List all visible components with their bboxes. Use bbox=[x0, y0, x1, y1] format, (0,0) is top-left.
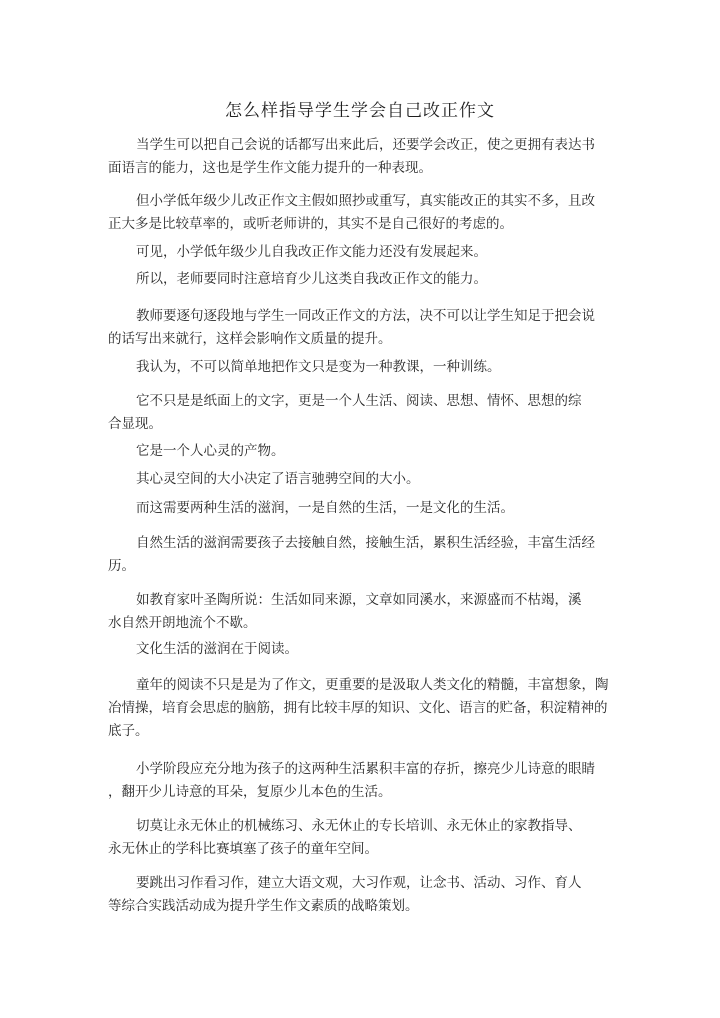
paragraph bbox=[108, 532, 608, 578]
paragraph bbox=[108, 815, 608, 861]
paragraph bbox=[108, 638, 608, 661]
paragraph-line: 教师要逐句逐段地与学生一同改正作文的方法，决不可以让学生知足于把会说 bbox=[136, 308, 595, 324]
paragraph-line: 当学生可以把自己会说的话都写出来此后，还要学会改正，使之更拥有表达书 bbox=[136, 137, 595, 153]
paragraph-line: 如教育家叶圣陶所说：生活如同来源，文章如同溪水，来源盛而不枯竭，溪 bbox=[136, 592, 582, 608]
paragraph-line: 冶情操，培育会思虑的脑筋，拥有比较丰厚的知识、文化、语言的贮备，积淀精神的 bbox=[108, 700, 608, 716]
paragraph-line: 要跳出习作看习作，建立大语文观，大习作观，让念书、活动、习作、育人 bbox=[136, 875, 582, 891]
paragraph bbox=[108, 589, 608, 635]
paragraph-line: 小学阶段应充分地为孩子的这两种生活累积丰富的存折，擦亮少儿诗意的眼睛 bbox=[136, 761, 595, 777]
paragraph-line: 历。 bbox=[108, 558, 135, 574]
paragraph-line: 但小学低年级少儿改正作文主假如照抄或重写，真实能改正的其实不多，且改 bbox=[136, 193, 595, 209]
paragraph-line: 切莫让永无休止的机械练习、永无休止的专长培训、永无休止的家教指导、 bbox=[136, 818, 582, 834]
paragraph-line: 其心灵空间的大小决定了语言驰骋空间的大小。 bbox=[136, 471, 420, 487]
paragraph-line: 文化生活的滋润在于阅读。 bbox=[136, 641, 298, 657]
paragraph-line: ，翻开少儿诗意的耳朵，复原少儿本色的生活。 bbox=[108, 784, 392, 800]
paragraph-line: 童年的阅读不只是是为了作文，更重要的是汲取人类文化的精髓，丰富想象，陶 bbox=[136, 677, 609, 693]
paragraph bbox=[108, 241, 608, 264]
paragraph bbox=[108, 268, 608, 291]
paragraph bbox=[108, 390, 608, 436]
paragraph-line: 可见，小学低年级少儿自我改正作文能力还没有发展起来。 bbox=[136, 244, 487, 260]
paragraph-line: 的话写出来就行，这样会影响作文质量的提升。 bbox=[108, 331, 392, 347]
paragraph bbox=[108, 305, 608, 351]
paragraph-line: 底子。 bbox=[108, 723, 149, 739]
paragraph-line: 自然生活的滋润需要孩子去接触自然，接触生活，累积生活经验，丰富生活经 bbox=[136, 535, 595, 551]
paragraph bbox=[108, 356, 608, 379]
paragraph-line: 合显现。 bbox=[108, 416, 162, 432]
paragraph bbox=[108, 674, 608, 743]
paragraph bbox=[108, 497, 608, 520]
paragraph-line: 所以，老师要同时注意培育少儿这类自我改正作文的能力。 bbox=[136, 271, 487, 287]
paragraph-line: 而这需要两种生活的滋润，一是自然的生活，一是文化的生活。 bbox=[136, 500, 514, 516]
paragraph bbox=[108, 134, 608, 180]
paragraph bbox=[108, 468, 608, 491]
paragraph bbox=[108, 758, 608, 804]
paragraph-line: 等综合实践活动成为提升学生作文素质的战略策划。 bbox=[108, 898, 419, 914]
paragraph bbox=[108, 190, 608, 236]
paragraph-line: 永无休止的学科比赛填塞了孩子的童年空间。 bbox=[108, 841, 378, 857]
paragraph-line: 面语言的能力，这也是学生作文能力提升的一种表现。 bbox=[108, 160, 432, 176]
paragraph-line: 它不只是是纸面上的文字，更是一个人生活、阅读、思想、情怀、思想的综 bbox=[136, 393, 582, 409]
paragraph-line: 水自然开朗地流个不歇。 bbox=[108, 615, 257, 631]
document-title: 怎么样指导学生学会自己改正作文 bbox=[225, 101, 495, 121]
paragraph-line: 它是一个人心灵的产物。 bbox=[136, 443, 285, 459]
paragraph-line: 正大多是比较草率的，或听老师讲的，其实不是自己很好的考虑的。 bbox=[108, 216, 513, 232]
paragraph bbox=[108, 440, 608, 463]
paragraph-line: 我认为，不可以简单地把作文只是变为一种教课，一种训练。 bbox=[136, 359, 501, 375]
paragraph bbox=[108, 872, 608, 918]
